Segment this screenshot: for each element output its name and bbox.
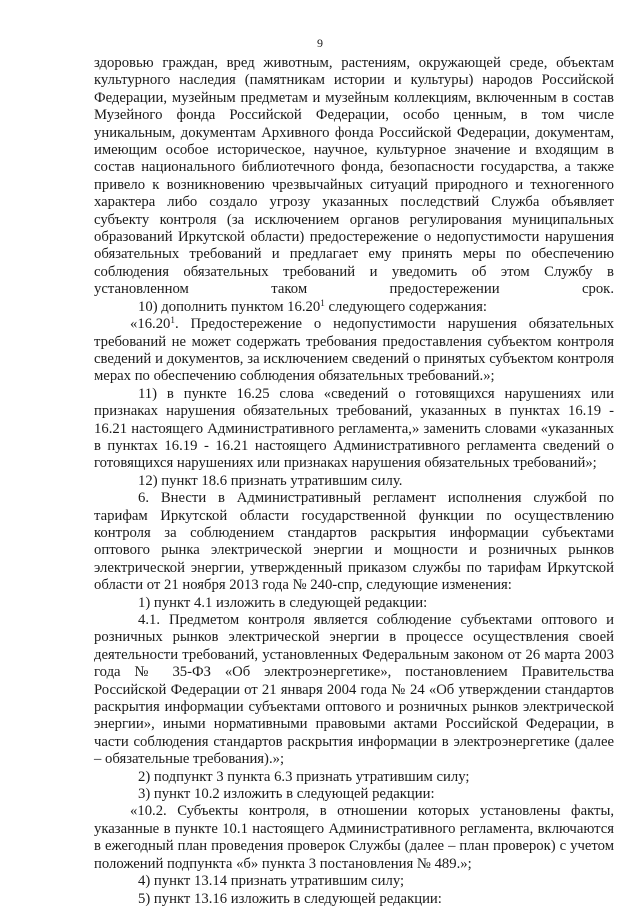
paragraph-subitem-5: 5) пункт 13.16 изложить в следующей редакции: — [138, 890, 442, 907]
paragraph-item-11: 11) в пункте 16.25 слова «сведений о готовящихся нарушениях или признаках нарушения обязательных требований, указанных в пунктах 16.19 - 16.21 настоящего Административного регламента,» заменить словами «указанных в пунктах 16.19 - 16.21 настоящего Административного регламента сведений о готовящихся нарушениях или признаках нарушения обязательных требований»; — [94, 385, 614, 472]
paragraph-quote-16-20-1 — [94, 316, 614, 386]
quote-16-20-1-superscript: 1 — [170, 315, 175, 326]
paragraph-subitem-2: 2) подпункт 3 пункта 6.3 признать утратившим силу; — [138, 768, 470, 785]
paragraph-subitem-1: 1) пункт 4.1 изложить в следующей редакции: — [138, 594, 428, 611]
page-number: 9 — [317, 36, 323, 50]
paragraph-clause-4-1: 4.1. Предметом контроля является соблюдение субъектами оптового и розничных рынков электрической энергии в процессе осуществления своей деятельности требований, установленных Федеральным законом от 26 марта 2003 года № 35-ФЗ «Об электроэнергетике», постановлением Правительства Российской Федерации от 21 января 2004 года № 24 «Об утверждении стандартов раскрытия информации субъектами оптового и розничных рынков электрической энергии», иными нормативными правовыми актами Российской Федерации, в части соблюдения стандартов раскрытия информации в электроэнергетике (далее – обязательные требования).»; — [94, 612, 614, 768]
paragraph-subitem-3: 3) пункт 10.2 изложить в следующей редакции: — [138, 786, 435, 803]
quote-16-20-1-text: . Предостережение о недопустимости нарушения обязательных требований не может содержать требования предоставления субъектом контроля сведений и документов, за исключением сведений о принятых субъектом контроля мерах по обеспечению соблюдения обязательных требований.»; — [94, 316, 614, 385]
paragraph-continuation: здоровью граждан, вред животным, растениям, окружающей среде, объектам культурного наследия (памятникам истории и культуры) народов Российской Федерации, музейным предметам и музейным коллекциям, включенным в состав Музейного фонда Российской Федерации, особо ценным, в том числе уникальным, документам Архивного фонда Российской Федерации, документам, имеющим особое историческое, научное, культурное значение и входящим в состав национального библиотечного фонда, безопасности государства, а также привело к возникновению чрезвычайных ситуаций природного и техногенного характера либо создало угрозу указанных последствий Служба объявляет субъекту контроля (за исключением органов регулирования муниципальных образований Иркутской области) предостережение о недопустимости нарушения обязательных требований и предлагает ему принять меры по обеспечению соблюдения обязательных требований и уведомить об этом Службу в установленном таком предостережении срок. — [94, 55, 614, 298]
item-10-text-end: следующего содержания: — [324, 298, 487, 315]
quote-16-20-1-start: «16.20 — [130, 316, 171, 333]
paragraph-item-12: 12) пункт 18.6 признать утратившим силу. — [138, 472, 403, 489]
paragraph-item-10 — [94, 299, 614, 316]
paragraph-subitem-4: 4) пункт 13.14 признать утратившим силу; — [138, 873, 405, 890]
document-body — [94, 55, 614, 908]
paragraph-clause-10-2: «10.2. Субъекты контроля, в отношении которых установлены факты, указанные в пункте 10.1 настоящего Административного регламента, включаются в ежегодный план проведения проверок Службы (далее – план проверок) с учетом положений подпункта «б» пункта 3 постановления № 489.»; — [94, 803, 614, 872]
paragraph-section-6: 6. Внести в Административный регламент исполнения службой по тарифам Иркутской области государственной функции по осуществлению контроля за соблюдением стандартов раскрытия информации субъектами оптового рынка электрической энергии и мощности и розничных рынков электрической энергии, утвержденный приказом службы по тарифам Иркутской области от 21 ноября 2013 года № 240-спр, следующие изменения: — [94, 490, 614, 594]
item-10-superscript: 1 — [320, 297, 325, 308]
item-10-text: 10) дополнить пунктом 16.20 — [138, 298, 321, 315]
